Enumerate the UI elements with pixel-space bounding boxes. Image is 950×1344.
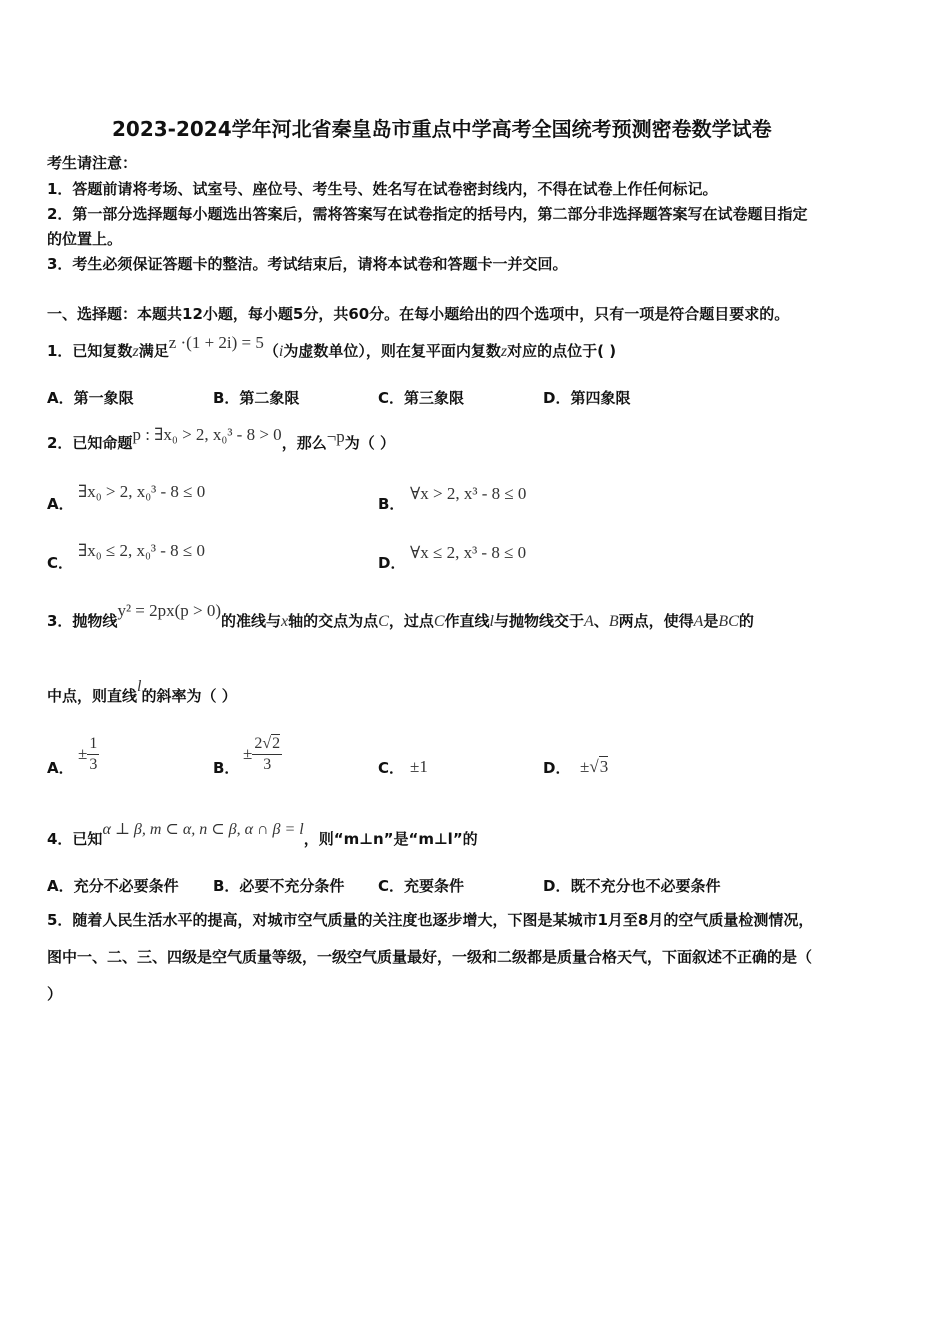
question-2: 2．已知命题p : ∃x₀ > 2, x₀³ - 8 > 0，那么¬p为（ ） bbox=[47, 425, 396, 452]
question-5-line-3: ） bbox=[47, 985, 63, 1003]
notice-line-1: 1．答题前请将考场、试室号、座位号、考生号、姓名写在试卷密封线内，不得在试卷上作任何标记。 bbox=[47, 180, 718, 198]
question-4: 4．已知α ⊥ β, m ⊂ α, n ⊂ β, α ∩ β = l，则“m⊥n”是“m⊥l”的 bbox=[47, 821, 478, 848]
q2-formula: p : ∃x₀ > 2, x₀³ - 8 > 0 bbox=[132, 425, 282, 444]
q2-option-a-label: A． bbox=[47, 495, 74, 513]
q2-option-d: ∀x ≤ 2, x³ - 8 ≤ 0 bbox=[410, 543, 527, 562]
q4-option-a: A．充分不必要条件 bbox=[47, 877, 179, 895]
q1-option-b: B．第二象限 bbox=[213, 389, 300, 407]
q4-formula: α ⊥ β, m ⊂ α, n ⊂ β, α ∩ β = l bbox=[102, 821, 304, 838]
notice-line-4: 3．考生必须保证答题卡的整洁。考试结束后，请将本试卷和答题卡一并交回。 bbox=[47, 255, 568, 273]
question-1: 1．已知复数z满足z ·(1 + 2i) = 5（i为虚数单位），则在复平面内复数z对应的点位于( ) bbox=[47, 333, 617, 360]
question-3-line-1: 3．抛物线y² = 2px(p > 0)的准线与x轴的交点为点C，过点C作直线l与抛物线交于A、B两点，使得A是BC的 bbox=[47, 601, 754, 630]
q4-option-d: D．既不充分也不必要条件 bbox=[543, 877, 721, 895]
q4-option-c: C．充要条件 bbox=[378, 877, 465, 895]
q4-option-b: B．必要不充分条件 bbox=[213, 877, 345, 895]
question-3-line-2: 中点，则直线l的斜率为（ ） bbox=[47, 678, 237, 705]
section-heading: 一、选择题：本题共12小题，每小题5分，共60分。在每小题给出的四个选项中，只有一项是符合题目要求的。 bbox=[47, 305, 790, 323]
q3-option-c: ±1 bbox=[410, 757, 428, 776]
q2-option-a: ∃x₀ > 2, x₀³ - 8 ≤ 0 bbox=[78, 482, 206, 501]
q3-option-d: ±√3 bbox=[580, 757, 609, 776]
q3-formula: y² = 2px(p > 0) bbox=[117, 601, 222, 620]
q1-option-c: C．第三象限 bbox=[378, 389, 465, 407]
exam-title: 2023-2024学年河北省秦皇岛市重点中学高考全国统考预测密卷数学试卷 bbox=[112, 117, 772, 141]
q3-option-b: ± $\frac{2√2}{3}$ bbox=[243, 735, 281, 773]
q3-option-d-label: D． bbox=[543, 759, 571, 777]
q2-option-c-label: C． bbox=[47, 554, 74, 572]
q2-option-b: ∀x > 2, x³ - 8 ≤ 0 bbox=[410, 484, 527, 503]
q2-option-c: ∃x₀ ≤ 2, x₀³ - 8 ≤ 0 bbox=[78, 541, 205, 560]
q1-option-a: A．第一象限 bbox=[47, 389, 134, 407]
q3-option-c-label: C． bbox=[378, 759, 405, 777]
q2-option-b-label: B． bbox=[378, 495, 405, 513]
question-5-line-1: 5．随着人民生活水平的提高，对城市空气质量的关注度也逐步增大，下图是某城市1月至8月的空气质量检测情况， bbox=[47, 911, 814, 929]
q2-option-d-label: D． bbox=[378, 554, 406, 572]
q3-option-a: ± $\frac{1}{3}$ bbox=[78, 735, 98, 773]
notice-heading: 考生请注意： bbox=[47, 154, 138, 172]
q1-option-d: D．第四象限 bbox=[543, 389, 631, 407]
notice-line-3: 的位置上。 bbox=[47, 230, 123, 248]
q3-option-b-label: B． bbox=[213, 759, 240, 777]
q1-formula: z ·(1 + 2i) = 5 bbox=[168, 333, 264, 352]
q3-option-a-label: A． bbox=[47, 759, 74, 777]
question-5-line-2: 图中一、二、三、四级是空气质量等级，一级空气质量最好，一级和二级都是质量合格天气，下面叙述不正确的是（ bbox=[47, 948, 813, 966]
notice-line-2: 2．第一部分选择题每小题选出答案后，需将答案写在试卷指定的括号内，第二部分非选择题答案写在试卷题目指定 bbox=[47, 205, 808, 223]
